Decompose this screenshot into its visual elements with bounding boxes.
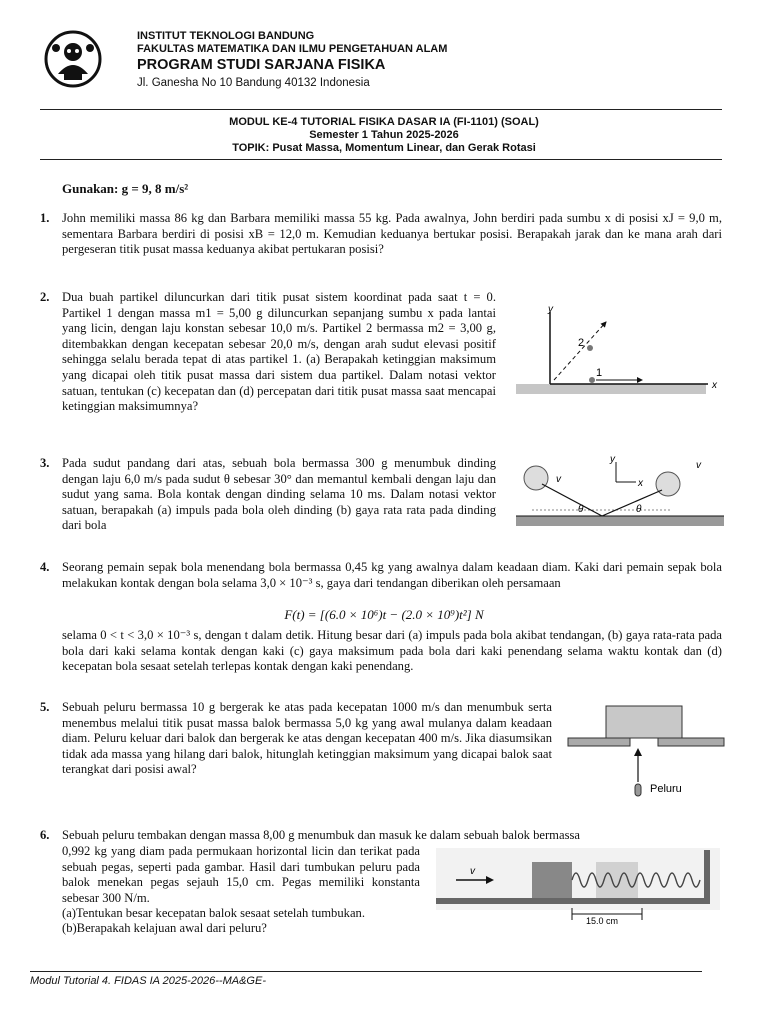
given-constant: Gunakan: g = 9, 8 m/s² [62,181,189,196]
particle-1 [589,377,595,383]
problem-6-question-a: (a)Tentukan besar kecepatan balok sesaat setelah tumbukan. [62,906,365,920]
problem-number: 5. [40,700,50,714]
problem-4-text-continued: selama 0 < t < 3,0 × 10⁻³ s, dengan t dalam detik. Hitung besar dari (a) impuls pada bola akibat tendangan, (b) gaya rata-rata pada bola dari kaki selama kontak dengan kaki (c) gaya maksimum pada bola dari kaki penendang selama waktu kontak dan (d) kecepatan bola sesaat setelah terlepas kontak dengan kaki penendang. [62,628,722,674]
wall [704,850,710,904]
support-right [658,738,724,746]
velocity-label-in: v [556,474,561,485]
y-axis-label: y [610,454,615,465]
top-divider [40,109,722,110]
x-axis-label: x [638,478,643,489]
problem-6-question-b: (b)Berapakah kelajuan awal dari peluru? [62,921,267,935]
address: Jl. Ganesha No 10 Bandung 40132 Indonesia [137,77,370,89]
wall [516,516,724,526]
velocity-label: v [470,866,475,877]
outgoing-path [602,490,662,516]
module-title: MODUL KE-4 TUTORIAL FISIKA DASAR IA (FI-1101) (SOAL) [229,116,539,128]
particle-1-label: 1 [596,367,603,379]
problem-number: 3. [40,456,50,470]
figure-3-ball-wall-diagram [512,450,728,530]
figure-5-bullet-block-diagram [564,700,728,800]
particle-2 [587,345,593,351]
block [606,706,682,738]
bullet-label: Peluru [650,783,682,795]
block [532,862,572,898]
problem-5-text: Sebuah peluru bermassa 10 g bergerak ke atas pada kecepatan 1000 m/s dan menumbuk serta menembus melalui titik pusat massa balok bermassa 5,0 kg yang awal mulanya dalam keadaan diam. Peluru keluar dari balok dan bergerak ke atas dengan kecepatan 400 m/s. Jika diasumsikan tidak ada massa yang hilang dari balok, hitunglah ketinggian maksimum yang dicapai balok saat terangkat dari posisi awal? [62,700,552,777]
footer-divider [30,971,702,972]
problem-3-text: Pada sudut pandang dari atas, sebuah bola bermassa 300 g menumbuk dinding dengan laju 6,0 m/s pada sudut θ sebesar 30° dan memantul kembali dengan laju dan sudut yang sama. Bola kontak dengan dinding selama 10 ms. Dalam notasi vektor satuan, berapakah (a) impuls pada bola oleh dinding (b) gaya rata rata pada dinding dari bola [62,456,496,533]
problem-2-text: Dua buah partikel diluncurkan dari titik pusat sistem koordinat pada saat t = 0. Partikel 1 dengan massa m1 = 5,00 g diluncurkan sepanjang sumbu x pada lantai yang licin, dengan laju konstan sebesar 10,0 m/s. Partikel 2 bermassa m2 = 3,00 g, ditembakkan dengan kecepatan sebesar 20,0 m/s, dengan arah sudut elevasi positif sehingga selalu berada tepat di atas partikel 1. (a) Berapakah ketinggian maksimum yang dicapai oleh titik pusat massa dari sistem dua partikel. Dalam notasi vektor satuan, tentukan (c) kecepatan dan (d) percepatan dari titik pusat massa saat mencapai ketinggian maksimumnya? [62,290,496,414]
floor [436,898,706,904]
incoming-path [542,484,602,516]
support-left [568,738,630,746]
force-equation: F(t) = [(6.0 × 10⁶)t − (2.0 × 10⁹)t²] N [284,607,484,622]
ball-incoming [524,466,548,490]
program-name: PROGRAM STUDI SARJANA FISIKA [137,57,386,73]
problem-number: 6. [40,828,50,842]
floor [516,384,706,394]
figure-2-projectile-diagram [512,300,728,398]
footer-text: Modul Tutorial 4. FIDAS IA 2025-2026--MA&GE- [30,975,266,987]
particle-2-label: 2 [578,337,585,349]
problem-number: 1. [40,211,50,225]
ball-outgoing [656,472,680,496]
institute-name: INSTITUT TEKNOLOGI BANDUNG [137,30,315,42]
velocity-label-out: v [696,460,701,471]
angle-label-in: θ [578,504,584,515]
semester: Semester 1 Tahun 2025-2026 [309,129,459,141]
problem-6-text: 0,992 kg yang diam pada permukaan horizontal licin dan terikat pada sebuah pegas, seperti pada gambar. Hasil dari tumbukan peluru pada balok menekan pegas sejauh 15,0 cm. Pegas memiliki konstanta sebesar 300 N/m. [62,844,420,905]
bottom-divider [40,159,722,160]
problem-4-text: Seorang pemain sepak bola menendang bola bermassa 0,45 kg yang awalnya dalam keadaan diam. Kaki dari pemain sepak bola melakukan kontak dengan bola selama 3,0 × 10⁻³ s, gaya dari tendangan diberikan oleh persamaan [62,560,722,590]
x-axis-label: x [712,380,717,391]
compression-distance-label: 15.0 cm [586,916,619,926]
problem-1-text: John memiliki massa 86 kg dan Barbara memiliki massa 55 kg. Pada awalnya, John berdiri pada sumbu x di posisi xJ = 9,0 m, sementara Barbara berdiri di posisi xB = 12,0 m. Kemudian keduanya bertukar posisi. Berapakah jarak dan ke mana arah dari pergeseran titik pusat massa keduanya akibat pertukaran posisi? [62,211,722,257]
angle-label-out: θ [636,504,642,515]
figure-6-bullet-spring-diagram [436,848,720,930]
faculty-name: FAKULTAS MATEMATIKA DAN ILMU PENGETAHUAN ALAM [137,43,448,55]
problem-number: 4. [40,560,50,574]
block-compressed-ghost [596,862,638,898]
itb-ganesha-logo-icon [44,30,102,88]
y-axis-label: y [548,304,553,315]
problem-number: 2. [40,290,50,304]
problem-6-text-line1: Sebuah peluru tembakan dengan massa 8,00 g menumbuk dan masuk ke dalam sebuah balok bermassa [62,828,580,842]
bullet [635,784,641,796]
topic: TOPIK: Pusat Massa, Momentum Linear, dan Gerak Rotasi [232,142,536,154]
